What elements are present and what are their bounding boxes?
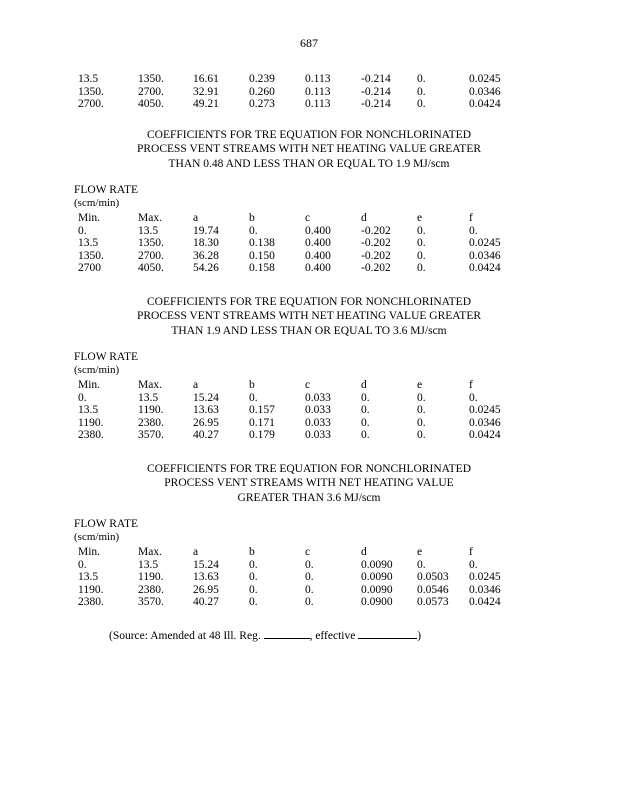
table-cell: 0. <box>417 85 426 98</box>
flow-rate-label: FLOW RATE <box>74 351 138 363</box>
table-cell: 0. <box>305 558 314 571</box>
table-cell: 0. <box>469 558 478 571</box>
table-cell: 0.0346 <box>469 85 501 98</box>
table-cell: 1190. <box>138 571 164 584</box>
table-cell: 0.260 <box>249 85 275 98</box>
register-blank <box>264 628 310 639</box>
table-cell: 0. <box>305 583 314 596</box>
section-3-caption <box>80 462 538 505</box>
table-row <box>78 250 519 263</box>
caption-line: PROCESS VENT STREAMS WITH NET HEATING VALUE GREATER <box>136 143 482 156</box>
table-cell: 0.150 <box>249 249 275 262</box>
table-cell: 49.21 <box>193 98 219 111</box>
table-cell: 0.033 <box>305 429 331 442</box>
table-cell: 1190. <box>138 404 164 417</box>
column-header: Min. <box>78 212 101 224</box>
column-header: d <box>361 546 367 558</box>
units-label: (scm/min) <box>74 363 120 376</box>
column-header: a <box>193 212 199 224</box>
flow-rate-label: FLOW RATE <box>74 518 138 530</box>
table-cell: 0. <box>417 224 426 237</box>
source-prefix: (Source: Amended at 48 Ill. Reg. <box>109 630 264 642</box>
table-cell: -0.202 <box>361 224 391 237</box>
table-cell: 0. <box>361 416 370 429</box>
table-cell: 0.400 <box>305 224 331 237</box>
table-row <box>78 86 519 99</box>
table-cell: 13.5 <box>78 237 99 250</box>
column-header: c <box>305 379 311 391</box>
caption-line: COEFFICIENTS FOR TRE EQUATION FOR NONCHLORINATED <box>146 296 472 308</box>
table-cell: 0. <box>78 224 87 237</box>
table-cell: 0. <box>361 391 370 404</box>
table-row <box>78 559 519 572</box>
caption-line: PROCESS VENT STREAMS WITH NET HEATING VALUE GREATER <box>136 310 482 323</box>
table-cell: 13.5 <box>78 404 99 417</box>
column-header: b <box>249 212 255 224</box>
source-middle: , effective <box>309 630 359 642</box>
column-header: a <box>193 546 199 558</box>
table-cell: 0.113 <box>305 85 331 98</box>
table-cell: 0.0090 <box>361 558 393 571</box>
table-cell: 3570. <box>138 429 164 442</box>
table-cell: 4050. <box>138 98 164 111</box>
table-cell: 0.113 <box>305 98 331 111</box>
units-label: (scm/min) <box>74 196 120 209</box>
table-cell: -0.214 <box>361 73 391 85</box>
column-header: f <box>469 379 473 391</box>
table-row <box>78 404 519 417</box>
table-cell: 0. <box>249 583 258 596</box>
column-header: f <box>469 212 473 224</box>
header-row <box>78 546 519 559</box>
table-cell: 0.138 <box>249 237 275 250</box>
table-cell: 0. <box>78 558 87 571</box>
table-cell: 0. <box>417 262 426 275</box>
table-cell: 0. <box>417 391 426 404</box>
table-cell: 19.74 <box>193 224 219 237</box>
section-2-caption <box>80 295 538 338</box>
column-header: f <box>469 546 473 558</box>
table-cell: 0.0346 <box>469 583 501 596</box>
table-cell: 26.95 <box>193 416 219 429</box>
table-cell: 0.179 <box>249 429 275 442</box>
table-cell: -0.214 <box>361 98 391 111</box>
table-cell: 36.28 <box>193 249 219 262</box>
table-cell: 15.24 <box>193 558 219 571</box>
table-row <box>78 584 519 597</box>
units-label: (scm/min) <box>74 530 120 543</box>
table-cell: 0. <box>249 596 258 609</box>
caption-line: PROCESS VENT STREAMS WITH NET HEATING VALUE <box>164 477 454 490</box>
table-cell: 1350. <box>138 237 164 250</box>
table-cell: -0.202 <box>361 249 391 262</box>
table-cell: 0.033 <box>305 404 331 417</box>
coefficient-table-continued <box>78 73 519 111</box>
caption-line: GREATER THAN 3.6 MJ/scm <box>237 491 381 504</box>
header-row <box>78 379 519 392</box>
table-cell: 0. <box>361 404 370 417</box>
table-cell: 0.0503 <box>417 571 449 584</box>
table-cell: 0. <box>417 249 426 262</box>
table-cell: 0.158 <box>249 262 275 275</box>
column-header: e <box>417 379 423 391</box>
table-cell: 0.171 <box>249 416 275 429</box>
table-body <box>78 379 519 442</box>
table-cell: 0. <box>249 558 258 571</box>
table-cell: 2380. <box>78 429 104 442</box>
table-cell: 0. <box>417 416 426 429</box>
table-cell: 0.400 <box>305 262 331 275</box>
table-cell: 0.0424 <box>469 429 501 442</box>
table-row <box>78 596 519 609</box>
table-cell: 0. <box>417 73 426 85</box>
table-cell: 2700. <box>138 85 164 98</box>
table-cell: 40.27 <box>193 429 219 442</box>
table-cell: 1350. <box>78 249 104 262</box>
column-header: e <box>417 546 423 558</box>
table-cell: 2700. <box>138 249 164 262</box>
source-note <box>109 628 421 642</box>
column-header: b <box>249 379 255 391</box>
header-row <box>78 212 519 225</box>
table-cell: 13.5 <box>138 224 159 237</box>
table-body <box>78 546 519 609</box>
table-cell: 54.26 <box>193 262 219 275</box>
table-cell: 0.033 <box>305 391 331 404</box>
table-row <box>78 262 519 275</box>
table-cell: 4050. <box>138 262 164 275</box>
table-cell: 0.400 <box>305 249 331 262</box>
table-cell: 0.0245 <box>469 237 501 250</box>
table-cell: 13.5 <box>78 73 99 85</box>
table-cell: 40.27 <box>193 596 219 609</box>
caption-line: THAN 0.48 AND LESS THAN OR EQUAL TO 1.9 MJ/scm <box>168 157 450 170</box>
table-cell: 0.157 <box>249 404 275 417</box>
table-cell: 0.0245 <box>469 404 501 417</box>
table-cell: -0.202 <box>361 262 391 275</box>
caption-line: THAN 1.9 AND LESS THAN OR EQUAL TO 3.6 MJ/scm <box>171 324 447 337</box>
table-cell: 3570. <box>138 596 164 609</box>
table-cell: 13.63 <box>193 404 219 417</box>
table-cell: 15.24 <box>193 391 219 404</box>
flow-rate-label: FLOW RATE <box>74 184 138 196</box>
table-row <box>78 417 519 430</box>
table-cell: 1350. <box>78 85 104 98</box>
table-cell: 0. <box>417 237 426 250</box>
table-cell: 18.30 <box>193 237 219 250</box>
table-row <box>78 73 519 86</box>
table-cell: 0. <box>417 429 426 442</box>
table-cell: 0.0424 <box>469 596 501 609</box>
source-suffix: ) <box>417 630 422 642</box>
table-cell: 2380. <box>138 583 164 596</box>
column-header: d <box>361 379 367 391</box>
table-cell: 0. <box>417 558 426 571</box>
column-header: c <box>305 546 311 558</box>
table-row <box>78 225 519 238</box>
table-cell: 0.0245 <box>469 73 501 85</box>
column-header: e <box>417 212 423 224</box>
table-body <box>78 73 519 111</box>
table-cell: 26.95 <box>193 583 219 596</box>
table-cell: 0.239 <box>249 73 275 85</box>
table-cell: 0.0245 <box>469 571 501 584</box>
caption-line: COEFFICIENTS FOR TRE EQUATION FOR NONCHLORINATED <box>146 463 472 475</box>
table-cell: 0. <box>469 224 478 237</box>
table-cell: 0.273 <box>249 98 275 111</box>
section-2-flow-rate-label <box>74 351 138 376</box>
column-header: d <box>361 212 367 224</box>
table-cell: 0.0346 <box>469 416 501 429</box>
table-cell: 0.0900 <box>361 596 393 609</box>
effective-date-blank <box>358 628 417 639</box>
table-cell: 0. <box>305 571 314 584</box>
table-cell: 0.0090 <box>361 583 393 596</box>
section-1-flow-rate-label <box>74 184 138 209</box>
table-cell: 13.63 <box>193 571 219 584</box>
table-cell: 13.5 <box>138 558 159 571</box>
caption-line: COEFFICIENTS FOR TRE EQUATION FOR NONCHLORINATED <box>146 129 472 141</box>
table-cell: 0. <box>305 596 314 609</box>
column-header: Max. <box>138 212 162 224</box>
table-cell: 0. <box>249 224 258 237</box>
table-cell: 0.113 <box>305 73 331 85</box>
column-header: Min. <box>78 379 101 391</box>
table-cell: 1190. <box>78 416 104 429</box>
table-cell: 1190. <box>78 583 104 596</box>
table-cell: 0. <box>361 429 370 442</box>
column-header: Min. <box>78 546 101 558</box>
table-cell: -0.214 <box>361 85 391 98</box>
column-header: Max. <box>138 379 162 391</box>
table-cell: 16.61 <box>193 73 219 85</box>
section-2-coefficient-table <box>78 379 519 442</box>
table-cell: 0.0090 <box>361 571 393 584</box>
table-cell: 0. <box>249 391 258 404</box>
table-cell: 32.91 <box>193 85 219 98</box>
column-header: b <box>249 546 255 558</box>
column-header: c <box>305 212 311 224</box>
table-row <box>78 571 519 584</box>
table-cell: 1350. <box>138 73 164 85</box>
table-cell: 0.0573 <box>417 596 449 609</box>
section-1-caption <box>80 128 538 171</box>
table-cell: 2700. <box>78 98 104 111</box>
table-cell: 0.0346 <box>469 249 501 262</box>
section-3-coefficient-table <box>78 546 519 609</box>
table-row <box>78 429 519 442</box>
table-cell: 13.5 <box>78 571 99 584</box>
table-cell: 0. <box>249 571 258 584</box>
table-cell: 0. <box>469 391 478 404</box>
table-cell: 13.5 <box>138 391 159 404</box>
table-cell: 2380. <box>78 596 104 609</box>
table-cell: 0.400 <box>305 237 331 250</box>
table-cell: 0.0424 <box>469 262 501 275</box>
table-cell: 2700 <box>78 262 101 275</box>
table-cell: 2380. <box>138 416 164 429</box>
table-cell: 0. <box>78 391 87 404</box>
table-row <box>78 237 519 250</box>
section-3-flow-rate-label <box>74 518 138 543</box>
table-cell: -0.202 <box>361 237 391 250</box>
column-header: Max. <box>138 546 162 558</box>
table-cell: 0. <box>417 404 426 417</box>
table-cell: 0.0546 <box>417 583 449 596</box>
table-row <box>78 392 519 405</box>
table-cell: 0. <box>417 98 426 111</box>
section-1-coefficient-table <box>78 212 519 275</box>
table-body <box>78 212 519 275</box>
table-row <box>78 98 519 111</box>
table-cell: 0.0424 <box>469 98 501 111</box>
table-cell: 0.033 <box>305 416 331 429</box>
page-number: 687 <box>300 36 318 50</box>
column-header: a <box>193 379 199 391</box>
